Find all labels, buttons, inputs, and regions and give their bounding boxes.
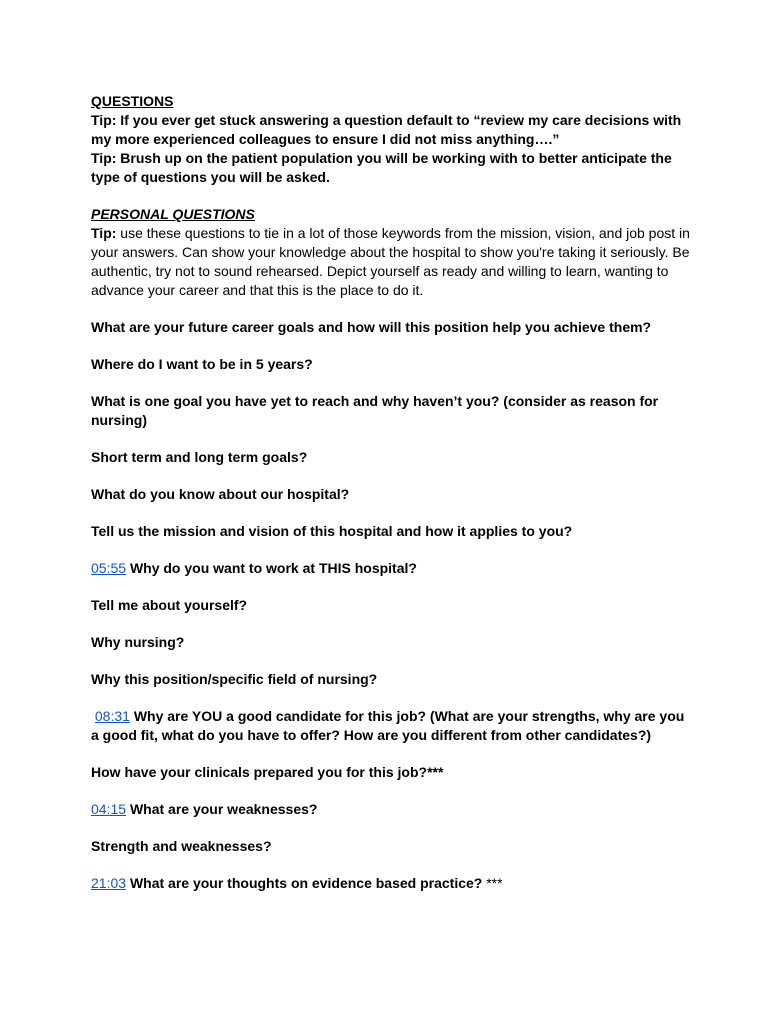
question-item: Why nursing? [91, 634, 185, 650]
question-suffix: *** [482, 875, 503, 891]
question-item: Tell us the mission and vision of this hospital and how it applies to you? [91, 523, 573, 539]
question-item [91, 874, 691, 893]
question-item: What is one goal you have yet to reach and why haven’t you? (consider as reason for nursing) [91, 393, 659, 428]
personal-tip-text: use these questions to tie in a lot of those keywords from the mission, vision, and job post in your answers. Can show your knowledge about the hospital to show you're taking it seriously. Be authentic, try not to sound rehearsed. Depict yourself as ready and willing to learn, wanting to advance your career and that this is the place to do it. [91, 225, 690, 298]
timestamp-link[interactable]: 21:03 [91, 875, 127, 891]
tip-patient-population: Tip: Brush up on the patient population you will be working with to better anticipate the type of questions you will be asked. [91, 150, 672, 185]
question-text: Why do you want to work at THIS hospital? [129, 560, 417, 576]
question-item [91, 559, 691, 578]
question-item: Where do I want to be in 5 years? [91, 356, 313, 372]
question-item [91, 707, 691, 745]
question-item: How have your clinicals prepared you for this job?*** [91, 764, 444, 780]
question-item [91, 800, 691, 819]
timestamp-link[interactable]: 05:55 [91, 560, 127, 576]
question-item: Strength and weaknesses? [91, 838, 272, 854]
question-item: What do you know about our hospital? [91, 486, 350, 502]
personal-questions-heading: PERSONAL QUESTIONS [91, 206, 255, 222]
question-text: Why are YOU a good candidate for this job? (What are your strengths, why are you a good fit, what do you have to offer? How are you different from other candidates?) [91, 708, 685, 743]
question-text: What are your thoughts on evidence based practice? [129, 875, 483, 891]
personal-tip [91, 224, 691, 300]
personal-tip-label: Tip: [91, 225, 117, 241]
question-text: What are your weaknesses? [129, 801, 318, 817]
question-item: Why this position/specific field of nursing? [91, 671, 378, 687]
tip-default-answer: Tip: If you ever get stuck answering a question default to “review my care decisions with my more experienced colleagues to ensure I did not miss anything….” [91, 112, 682, 147]
question-item: Tell me about yourself? [91, 597, 248, 613]
document-page [91, 92, 691, 893]
timestamp-link[interactable]: 08:31 [94, 708, 130, 724]
question-item: What are your future career goals and how will this position help you achieve them? [91, 319, 652, 335]
questions-heading: QUESTIONS [91, 93, 174, 109]
question-item: Short term and long term goals? [91, 449, 308, 465]
timestamp-link[interactable]: 04:15 [91, 801, 127, 817]
